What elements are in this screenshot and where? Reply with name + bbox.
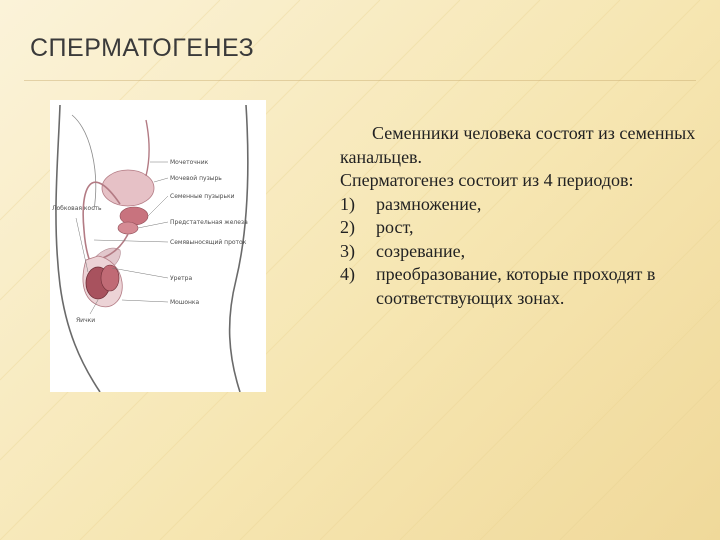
periods-intro: Сперматогенез состоит из 4 периодов: [340, 170, 634, 190]
list-item-text: преобразование, которые проходят в соответствующих зонах. [376, 264, 656, 308]
prostate-shape [118, 222, 138, 234]
label-vas-deferens: Семявыносящий проток [170, 239, 247, 246]
list-item [340, 216, 700, 240]
svg-text:Мочевой пузырь [170, 175, 222, 182]
list-item [340, 193, 700, 217]
label-seminal-vesicle: Семенные пузырьки [170, 193, 235, 200]
label-urethra: Уретра [170, 275, 193, 282]
list-item-number: 1) [340, 193, 355, 214]
title-divider [24, 80, 696, 81]
label-pubic-bone: Лобковая кость [52, 205, 102, 212]
content-text [340, 122, 700, 310]
periods-list [340, 193, 700, 311]
svg-text:Предстательная железа [170, 219, 248, 226]
label-bladder: Мочевой пузырь [170, 175, 222, 182]
svg-text:Мочеточник [170, 159, 209, 166]
svg-text:Семенные пузырьки [170, 193, 235, 200]
label-ureter: Мочеточник [170, 159, 209, 166]
list-item-text: рост, [376, 217, 414, 237]
list-item-number: 3) [340, 240, 355, 261]
label-prostate: Предстательная железа [170, 219, 248, 226]
anatomy-illustration [50, 100, 266, 392]
list-item-text: созревание, [376, 240, 466, 261]
list-item [340, 240, 700, 264]
body-outline-back [230, 105, 248, 392]
svg-text:Мошонка [170, 299, 200, 306]
male-reproductive-system-diagram [50, 100, 266, 392]
svg-text:Яички [76, 317, 95, 324]
label-testis: Яички [76, 317, 96, 324]
svg-text:Уретра [170, 275, 192, 282]
svg-text:Семявыносящий проток [170, 239, 247, 246]
list-item-number: 2) [340, 217, 355, 237]
list-item-number: 4) [340, 264, 355, 284]
body-outline [56, 105, 100, 392]
svg-text:Лобковая кость [52, 205, 102, 212]
intro-paragraph: Семенники человека состоят из семенных канальцев. [340, 123, 696, 167]
list-item [340, 263, 700, 310]
ureter-line [146, 120, 149, 176]
list-item-text: размножение, [376, 193, 482, 214]
slide-title: СПЕРМАТОГЕНЕЗ [30, 34, 255, 62]
label-scrotum: Мошонка [170, 299, 200, 306]
